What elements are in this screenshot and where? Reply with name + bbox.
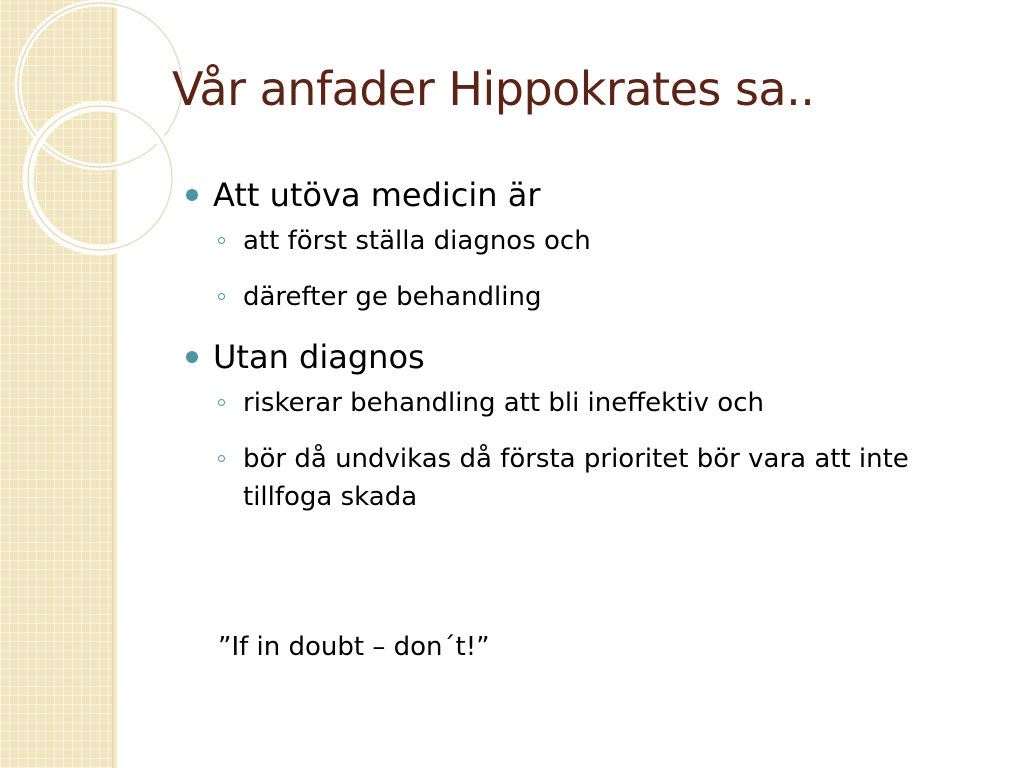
sub-bullet-text: riskerar behandling att bli ineffektiv och	[243, 388, 764, 418]
sub-bullet-text: bör då undvikas då första prioritet bör vara att inte tillfoga skada	[243, 444, 909, 512]
ring-bullet-icon	[218, 455, 225, 462]
sub-bullet-text: därefter ge behandling	[243, 282, 542, 312]
sub-bullet-item	[218, 384, 986, 422]
bullet-text: Utan diagnos	[213, 338, 425, 376]
decorative-rings-graphic	[0, 0, 200, 260]
bullet-dot-icon	[186, 351, 198, 363]
sub-bullet-item	[218, 222, 986, 260]
ring-bullet-icon	[218, 399, 225, 406]
slide-body	[186, 172, 986, 534]
ring-bullet-icon	[218, 293, 225, 300]
sub-bullet-text: att först ställa diagnos och	[243, 226, 591, 256]
sub-bullet-item	[218, 440, 983, 516]
bullet-item	[186, 172, 986, 218]
bullet-dot-icon	[186, 189, 198, 201]
bullet-text: Att utöva medicin är	[213, 176, 541, 214]
closing-quote: ”If in doubt – don´t!”	[218, 632, 490, 662]
bullet-item	[186, 334, 986, 380]
sub-bullet-item	[218, 278, 986, 316]
ring-bullet-icon	[218, 237, 225, 244]
slide-title: Vår anfader Hippokrates sa..	[172, 62, 815, 116]
